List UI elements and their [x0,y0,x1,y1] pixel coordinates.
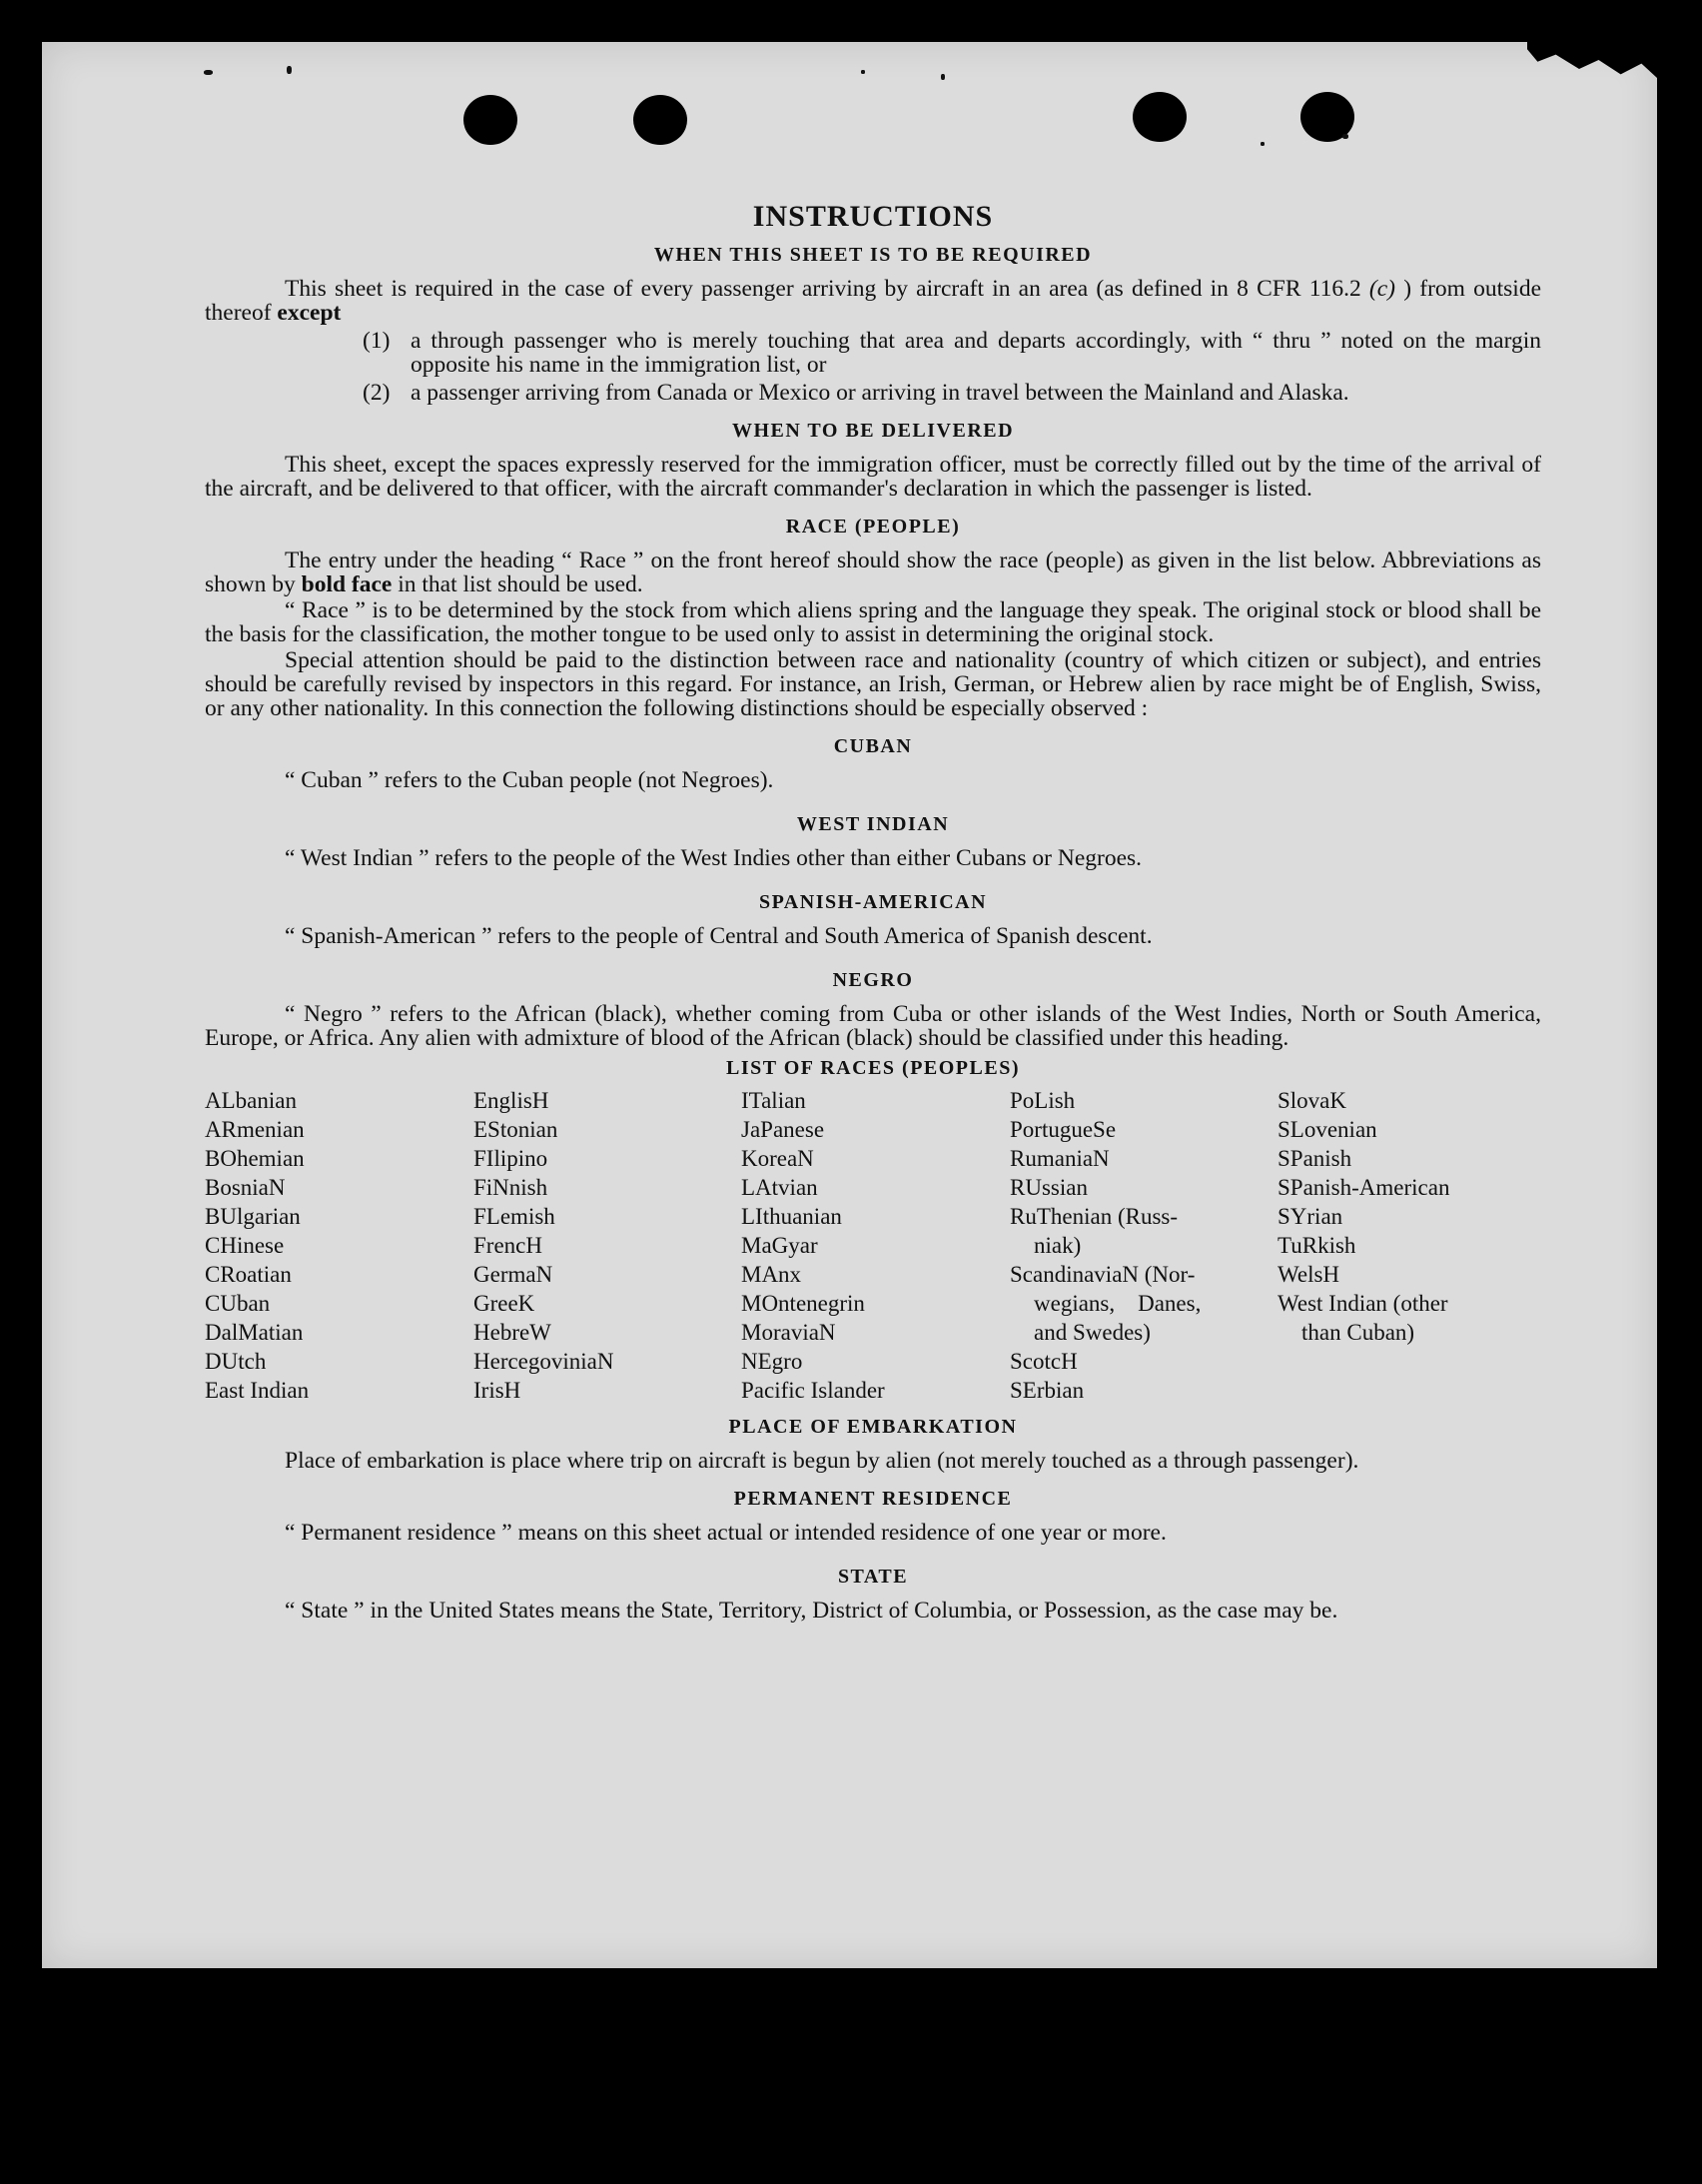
residence-text: “ Permanent residence ” means on this sheet actual or intended residence of one year or more. [285,1520,1167,1546]
heading-permanent-residence: PERMANENT RESIDENCE [733,1488,1013,1510]
negro-text: “ Negro ” refers to the African (black), whether coming from Cuba or other islands of the West Indies, North or South America, Europe, or Africa. Any alien with admixture of blood of the African (black) should be classified under this heading. [205,1001,1541,1051]
speck [204,70,213,75]
race-entry: GermaN [473,1262,553,1287]
race-entry: DUtch [205,1349,267,1374]
race-entry: ARmenian [205,1117,305,1142]
race-entry: BosniaN [205,1175,286,1200]
west-indian-text: “ West Indian ” refers to the people of the West Indies other than either Cubans or Negroes. [285,845,1143,871]
document-sheet [42,42,1657,1968]
heading-list-of-races: LIST OF RACES (PEOPLES) [725,1057,1020,1079]
race-entry: PortugueSe [1010,1117,1117,1142]
race-entry: ScotcH [1010,1349,1078,1374]
race-entry-continued: than Cuban) [1301,1320,1415,1345]
race-entry: FLemish [473,1204,555,1229]
race-entry: GreeK [473,1291,535,1316]
instructions-body [205,167,1541,1625]
speck [1261,142,1265,146]
speck [287,66,292,74]
page-title: INSTRUCTIONS [752,200,994,233]
races-list [205,1086,1541,1405]
race-entry: RumaniaN [1010,1146,1110,1171]
races-column [741,1086,1010,1405]
race-entry: CUban [205,1291,271,1316]
race-entry: HebreW [473,1320,551,1345]
race-entry-continued: wegians, Danes, [1034,1291,1202,1316]
race-entry: MaGyar [741,1233,818,1258]
delivered-text: This sheet, except the spaces expressly reserved for the immigration officer, must be correctly filled out by the time of the arrival of the aircraft, and be delivered to that officer, with the aircraft commander's declaration in which the passenger is listed. [205,452,1541,502]
race-entry-continued: niak) [1034,1233,1082,1258]
race-entry: PoLish [1010,1088,1076,1113]
race-entry: West Indian (other [1277,1291,1448,1316]
races-column [1010,1086,1277,1405]
race-entry: SLovenian [1277,1117,1377,1142]
heading-embarkation: PLACE OF EMBARKATION [728,1416,1018,1438]
heading-state: STATE [837,1566,909,1588]
speck [1342,134,1348,139]
speck [941,74,945,80]
race-entry: East Indian [205,1378,310,1403]
race-entry: LAtvian [741,1175,818,1200]
race-entry: MOntenegrin [741,1291,865,1316]
race-entry: FiNnish [473,1175,548,1200]
race-entry: ITalian [741,1088,806,1113]
races-column [205,1086,473,1405]
heading-west-indian: WEST INDIAN [796,813,950,835]
race-entry: FrencH [473,1233,542,1258]
race-entry: RUssian [1010,1175,1088,1200]
cuban-text: “ Cuban ” refers to the Cuban people (not Negroes). [285,767,774,793]
race-entry: JaPanese [741,1117,825,1142]
torn-corner [1527,42,1657,78]
state-text: “ State ” in the United States means the State, Territory, District of Columbia, or Possession, as the case may be. [285,1598,1338,1624]
heading-when-delivered: WHEN TO BE DELIVERED [731,420,1015,442]
race-entry: SYrian [1277,1204,1343,1229]
race-entry: CRoatian [205,1262,292,1287]
race-entry: HercegoviniaN [473,1349,614,1374]
race-entry-continued: and Swedes) [1034,1320,1151,1345]
race-entry: MAnx [741,1262,802,1287]
race-entry: SPanish [1277,1146,1352,1171]
punch-hole [1133,92,1187,142]
race-entry: EStonian [473,1117,558,1142]
heading-spanish-american: SPANISH-AMERICAN [758,891,988,913]
race-para-2: “ Race ” is to be determined by the stock from which aliens spring and the language they speak. The original stock or blood shall be the basis for the classification, the mother tongue to be used only to assist in determining the original stock. [205,597,1541,647]
race-entry: ScandinaviaN (Nor- [1010,1262,1196,1287]
heading-cuban: CUBAN [833,735,913,757]
race-entry: SlovaK [1277,1088,1346,1113]
race-entry: ALbanian [205,1088,297,1113]
speck [861,70,865,74]
race-entry: TuRkish [1277,1233,1356,1258]
race-entry: Pacific Islander [741,1378,885,1403]
required-intro: This sheet is required in the case of every passenger arriving by aircraft in an area (as defined in 8 CFR 116.2 (c) ) from outside thereof except [205,276,1542,326]
heading-negro: NEGRO [832,969,914,991]
race-entry: SPanish-American [1277,1175,1450,1200]
race-para-1: The entry under the heading “ Race ” on the front hereof should show the race (people) as given in the list below. Abbreviations as shown by bold face in that list should be used. [205,547,1541,597]
embarkation-text: Place of embarkation is place where trip on aircraft is begun by alien (not merely touched as a through passenger). [285,1448,1359,1474]
race-entry: SErbian [1010,1378,1085,1403]
race-entry: WelsH [1277,1262,1340,1287]
heading-race: RACE (PEOPLE) [785,516,961,538]
race-entry: RuThenian (Russ- [1010,1204,1179,1229]
race-entry: NEgro [741,1349,803,1374]
races-column [1277,1086,1541,1405]
race-entry: MoraviaN [741,1320,836,1345]
punch-hole [633,95,687,145]
race-entry: EnglisH [473,1088,549,1113]
race-entry: DalMatian [205,1320,304,1345]
race-entry: BOhemian [205,1146,305,1171]
races-column [473,1086,741,1405]
exception-item: (1) a through passenger who is merely touching that area and departs accordingly, with “ thru ” noted on the margin opposite his name in the immigration list, or [363,328,1541,378]
race-entry: LIthuanian [741,1204,842,1229]
race-entry: IrisH [473,1378,521,1403]
spanish-american-text: “ Spanish-American ” refers to the people of Central and South America of Spanish descent. [285,923,1153,949]
punch-hole [463,95,517,145]
race-entry: KoreaN [741,1146,814,1171]
race-para-3: Special attention should be paid to the distinction between race and nationality (country of which citizen or subject), and entries should be carefully revised by inspectors in this regard. For instance, an Irish, German, or Hebrew alien by race might be of English, Swiss, or any other nationality. In this connection the following distinctions should be especially observed : [205,647,1541,721]
heading-when-required: WHEN THIS SHEET IS TO BE REQUIRED [653,244,1093,266]
race-entry: FIlipino [473,1146,548,1171]
race-entry: CHinese [205,1233,285,1258]
race-entry: BUlgarian [205,1204,301,1229]
exception-item: (2) a passenger arriving from Canada or Mexico or arriving in travel between the Mainland and Alaska. [363,380,1349,406]
